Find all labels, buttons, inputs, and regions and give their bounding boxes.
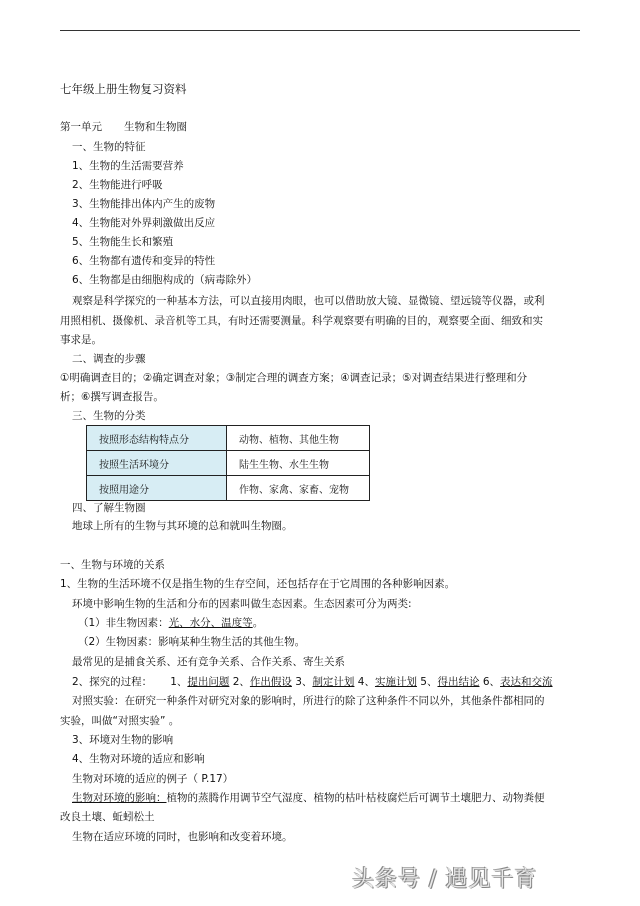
paragraph-line: 改良土壤、蚯蚓松土 — [60, 811, 155, 823]
paragraph-line: ①明确调查目的；②确定调查对象；③制定合理的调查方案；④调查记录；⑤对调查结果进行整理和分 — [60, 372, 528, 384]
section-heading-survey: 二、调查的步骤 — [72, 353, 146, 365]
unit-heading — [60, 120, 187, 134]
section-heading-environment: 一、生物与环境的关系 — [60, 559, 165, 571]
text-span: 2、探究的过程： — [72, 676, 153, 688]
text-span: 3、 — [291, 676, 313, 688]
paragraph-line: 环境中影响生物的生活和分布的因素叫做生态因素。生态因素可分为两类: — [72, 598, 412, 610]
underlined-text: 得出结论 — [437, 676, 480, 688]
underlined-text: 实施计划 — [374, 676, 417, 688]
list-item: 6、生物都是由细胞构成的（病毒除外） — [72, 274, 258, 286]
text-span: 1、 — [170, 676, 188, 688]
paragraph-line: 生物对环境的适应的例子（ P.17） — [72, 773, 234, 785]
paragraph-line: 析；⑥撰写调查报告。 — [60, 391, 164, 403]
paragraph-line: 对照实验：在研究一种条件对研究对象的影响时，所进行的除了这种条件不同以外，其他条件都相同的 — [72, 695, 545, 707]
list-item: 6、生物都有遗传和变异的特性 — [72, 255, 216, 267]
paragraph-line: 地球上所有的生物与其环境的总和就叫生物圈。 — [72, 520, 293, 532]
paragraph-line: 生物在适应环境的同时，也影响和改变着环境。 — [72, 831, 293, 843]
text-span: 植物的蒸腾作用调节空气湿度、植物的枯叶枯枝腐烂后可调节土壤肥力、动物粪便 — [166, 792, 545, 804]
underlined-text: 制定计划 — [312, 676, 355, 688]
list-item: 1、生物的生活需要营养 — [72, 160, 184, 172]
page-title: 七年级上册生物复习资料 — [60, 82, 187, 96]
text-span: 2、 — [229, 676, 250, 688]
paragraph-line: 观察是科学探究的一种基本方法，可以直接用肉眼，也可以借助放大镜、显微镜、望远镜等仪器，或利 — [72, 295, 545, 307]
underlined-text: 作出假设 — [249, 676, 292, 688]
table-cell-value: 陆生生物、水生生物 — [227, 451, 370, 476]
section-heading-classification: 三、生物的分类 — [72, 410, 146, 422]
paragraph-line — [78, 616, 263, 630]
text-span: （1）非生物因素： — [78, 617, 169, 629]
text-span: 4、 — [354, 676, 375, 688]
underlined-text: 光、水分、温度等 — [168, 617, 253, 629]
table-row — [87, 451, 370, 476]
section-heading-biosphere: 四、了解生物圈 — [72, 502, 146, 514]
list-item: 2、生物能进行呼吸 — [72, 179, 163, 191]
unit-name: 生物和生物圈 — [124, 121, 187, 133]
table-row — [87, 426, 370, 451]
paragraph-line: 4、生物对环境的适应和影响 — [72, 753, 205, 765]
table-cell-value: 作物、家禽、家畜、宠物 — [227, 476, 370, 501]
classification-table — [86, 425, 370, 501]
underlined-text: 提出问题 — [187, 676, 230, 688]
table-cell-key: 按照生活环境分 — [87, 451, 227, 476]
top-rule — [60, 30, 580, 31]
table-cell-value: 动物、植物、其他生物 — [227, 426, 370, 451]
table-cell-key: 按照用途分 — [87, 476, 227, 501]
list-item: 5、生物能生长和繁殖 — [72, 236, 174, 248]
underlined-text: 生物对环境的影响： — [72, 792, 167, 804]
paragraph-line: 用照相机、摄像机、录音机等工具，有时还需要测量。科学观察要有明确的目的，观察要全面、细致和实 — [60, 315, 543, 327]
list-item: 4、生物能对外界刺激做出反应 — [72, 217, 216, 229]
paragraph-line: 1、生物的生活环境不仅是指生物的生存空间，还包括存在于它周围的各种影响因素。 — [60, 578, 456, 590]
underlined-text: 表达和交流 — [500, 676, 553, 688]
text-span: 6、 — [479, 676, 501, 688]
unit-number: 第一单元 — [60, 121, 102, 133]
paragraph-line: 3、环境对生物的影响 — [72, 734, 174, 746]
text-span: 5、 — [416, 676, 438, 688]
paragraph-line — [72, 675, 553, 689]
list-item: 3、生物能排出体内产生的废物 — [72, 198, 216, 210]
section-heading-features: 一、生物的特征 — [72, 141, 146, 153]
watermark: 头条号 / 遇见千育 — [352, 867, 538, 892]
paragraph-line — [72, 791, 545, 805]
table-cell-key: 按照形态结构特点分 — [87, 426, 227, 451]
paragraph-line: 最常见的是捕食关系、还有竞争关系、合作关系、寄生关系 — [72, 656, 345, 668]
table-row — [87, 476, 370, 501]
paragraph-line: （2）生物因素：影响某种生物生活的其他生物。 — [78, 636, 306, 648]
text-span: 。 — [252, 617, 264, 629]
paragraph-line: 实验，叫做“对照实验” 。 — [60, 715, 180, 727]
paragraph-line: 事求是。 — [60, 334, 102, 346]
